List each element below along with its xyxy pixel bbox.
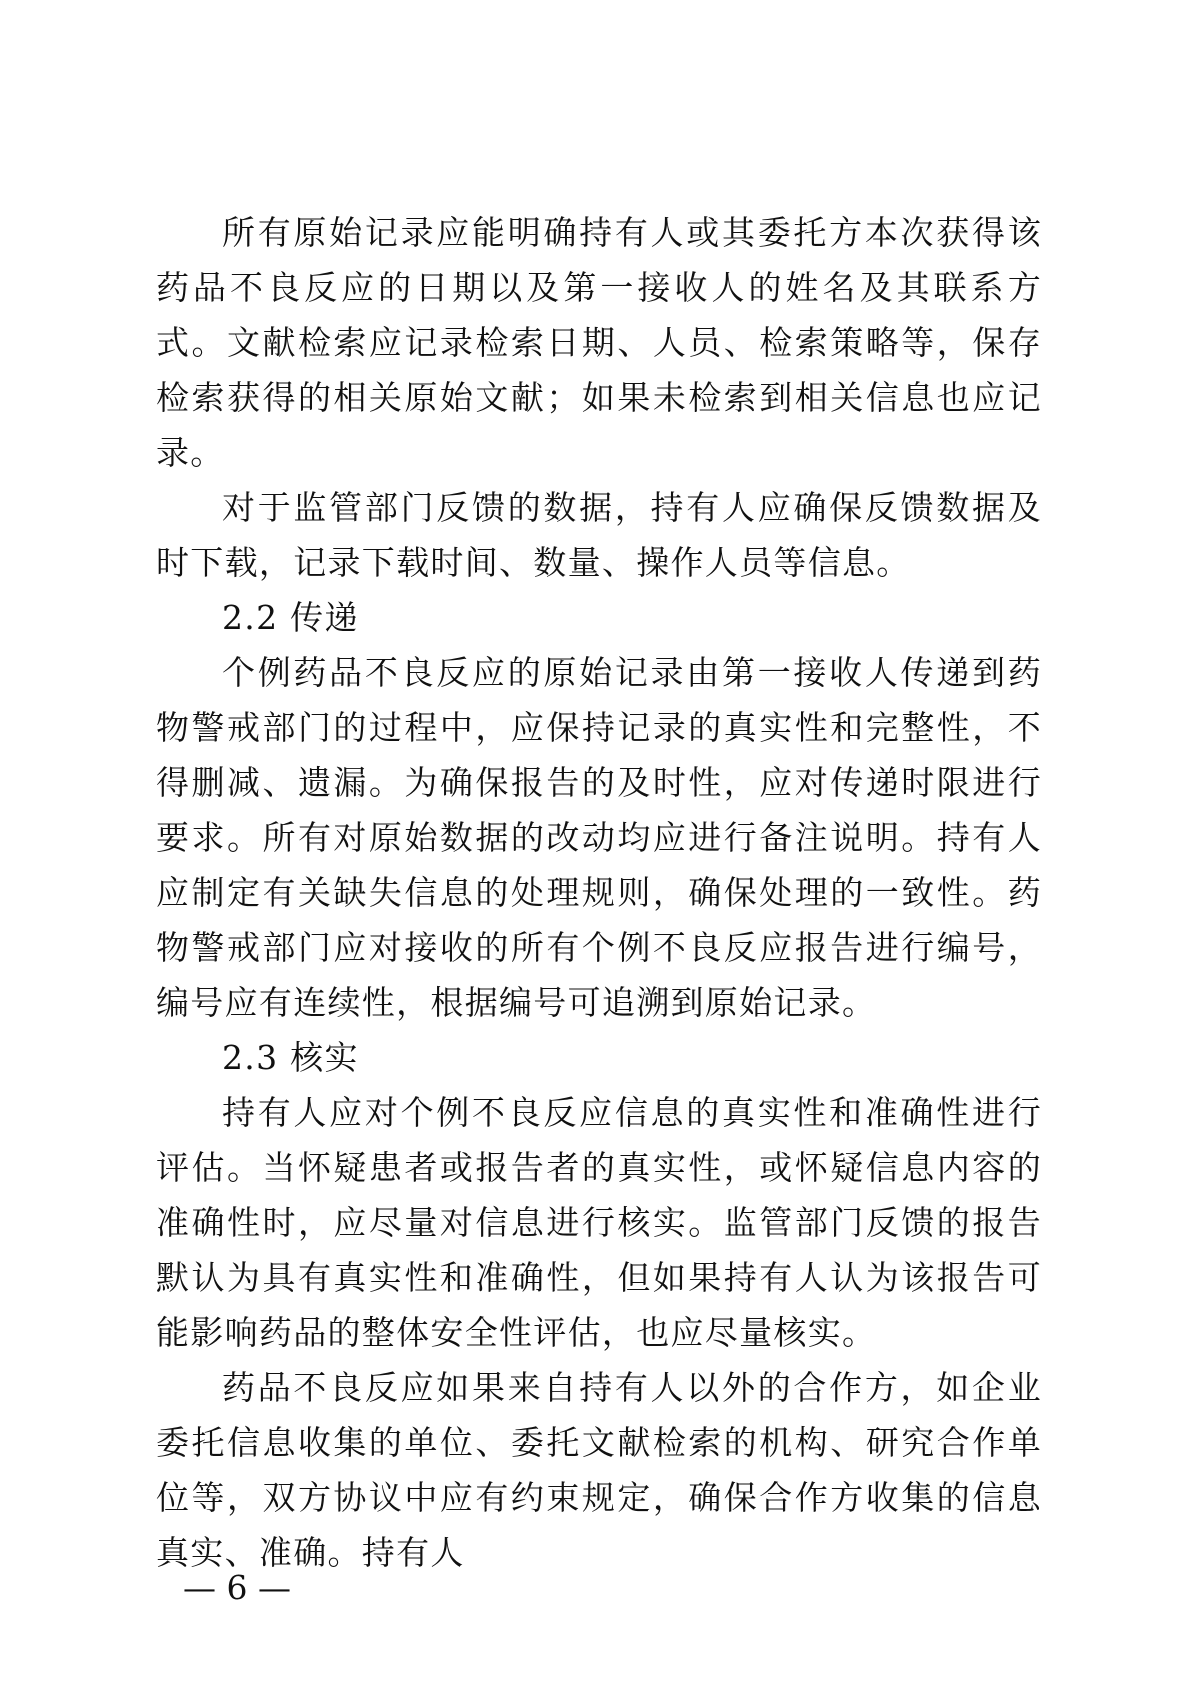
paragraph-regulatory-feedback: 对于监管部门反馈的数据，持有人应确保反馈数据及时下载，记录下载时间、数量、操作人员等信息。 bbox=[156, 488, 1042, 582]
document-body bbox=[156, 205, 1042, 1580]
section-heading-verification: 2.3 核实 bbox=[222, 1038, 359, 1077]
paragraph-partners: 药品不良反应如果来自持有人以外的合作方，如企业委托信息收集的单位、委托文献检索的机构、研究合作单位等，双方协议中应有约束规定，确保合作方收集的信息真实、准确。持有人 bbox=[156, 1368, 1042, 1572]
paragraph-verification: 持有人应对个例不良反应信息的真实性和准确性进行评估。当怀疑患者或报告者的真实性，或怀疑信息内容的准确性时，应尽量对信息进行核实。监管部门反馈的报告默认为具有真实性和准确性，但如果持有人认为该报告可能影响药品的整体安全性评估，也应尽量核实。 bbox=[156, 1093, 1042, 1352]
paragraph-original-records: 所有原始记录应能明确持有人或其委托方本次获得该药品不良反应的日期以及第一接收人的姓名及其联系方式。文献检索应记录检索日期、人员、检索策略等，保存检索获得的相关原始文献；如果未检索到相关信息也应记录。 bbox=[156, 213, 1042, 472]
section-heading-transfer: 2.2 传递 bbox=[222, 598, 359, 637]
page-number: — 6 — bbox=[183, 1568, 291, 1607]
paragraph-transfer: 个例药品不良反应的原始记录由第一接收人传递到药物警戒部门的过程中，应保持记录的真实性和完整性，不得删减、遗漏。为确保报告的及时性，应对传递时限进行要求。所有对原始数据的改动均应进行备注说明。持有人应制定有关缺失信息的处理规则，确保处理的一致性。药物警戒部门应对接收的所有个例不良反应报告进行编号，编号应有连续性，根据编号可追溯到原始记录。 bbox=[156, 653, 1042, 1022]
